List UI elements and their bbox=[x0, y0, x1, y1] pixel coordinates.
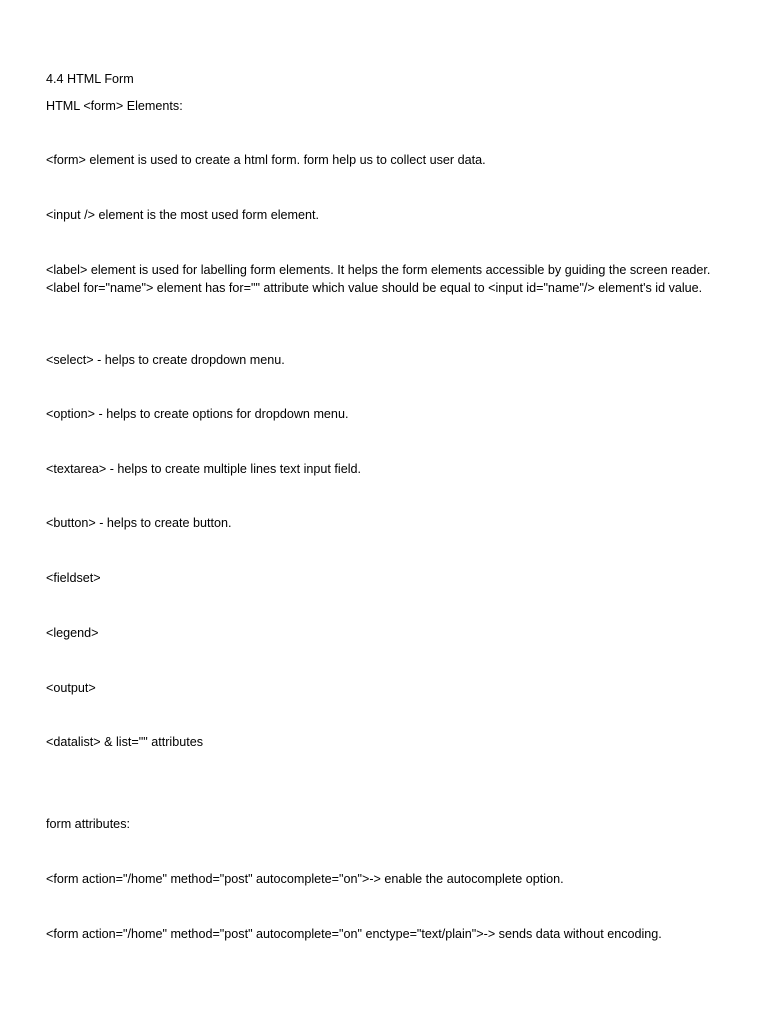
paragraph-label: <label> element is used for labelling form elements. It helps the form elements accessible by guiding the screen reader. <label for="name"> element has for="" attribute which value should be equal to <input id="name"/> element's id value. bbox=[46, 263, 714, 295]
paragraph-option: <option> - helps to create options for dropdown menu. bbox=[46, 407, 349, 421]
paragraph-button: <button> - helps to create button. bbox=[46, 516, 232, 530]
paragraph-input: <input /> element is the most used form element. bbox=[46, 208, 320, 222]
paragraph-form: <form> element is used to create a html form. form help us to collect user data. bbox=[46, 153, 486, 167]
subtitle: HTML <form> Elements: bbox=[46, 99, 183, 113]
paragraph-legend: <legend> bbox=[46, 626, 99, 640]
paragraph-datalist: <datalist> & list="" attributes bbox=[46, 735, 203, 749]
attribute-example-enctype: <form action="/home" method="post" autocomplete="on" enctype="text/plain">-> sends data without encoding. bbox=[46, 927, 662, 941]
paragraph-textarea: <textarea> - helps to create multiple lines text input field. bbox=[46, 462, 362, 476]
paragraph-fieldset: <fieldset> bbox=[46, 571, 101, 585]
attribute-example-autocomplete: <form action="/home" method="post" autocomplete="on">-> enable the autocomplete option. bbox=[46, 872, 564, 886]
section-title: 4.4 HTML Form bbox=[46, 72, 134, 86]
paragraph-select: <select> - helps to create dropdown menu. bbox=[46, 353, 285, 367]
attributes-heading: form attributes: bbox=[46, 817, 130, 831]
paragraph-output: <output> bbox=[46, 681, 96, 695]
